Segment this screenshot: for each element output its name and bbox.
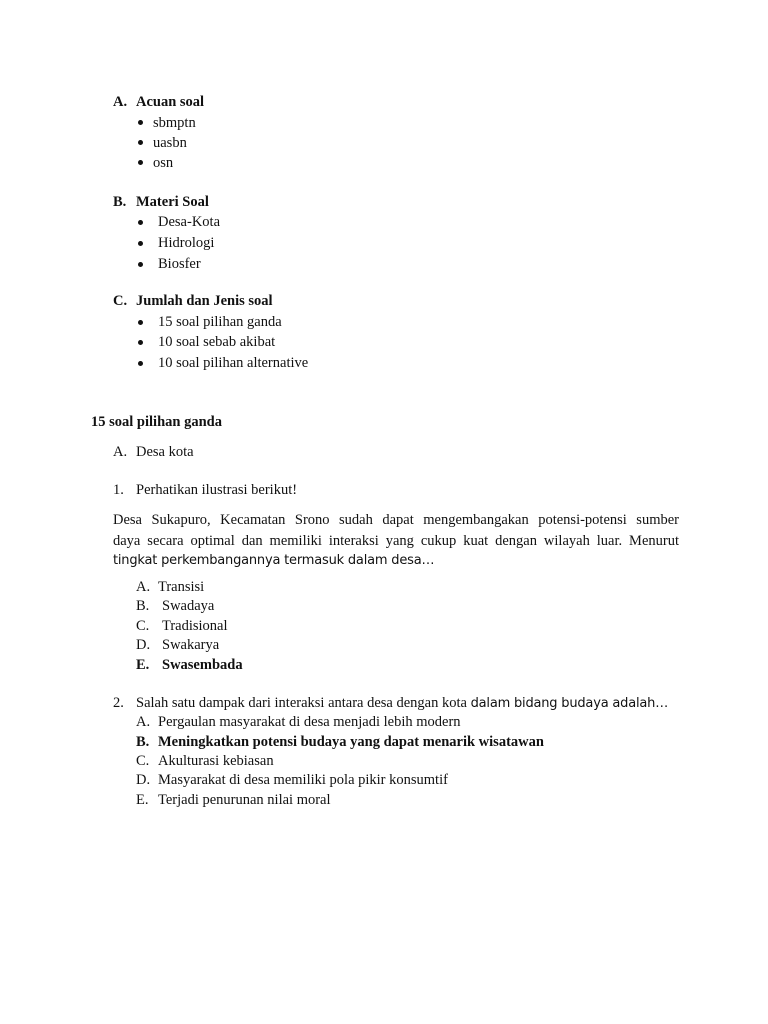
q1-option-text: Swakarya	[162, 637, 220, 653]
section-c-title: Jumlah dan Jenis soal	[136, 293, 273, 309]
q1-paragraph-line: Desa Sukapuro, Kecamatan Srono sudah dapat mengembangakan potensi-potensi sumber	[113, 512, 679, 528]
bullet-icon	[138, 262, 143, 267]
bullet-icon	[138, 140, 143, 145]
q1-option-text: Transisi	[158, 579, 205, 595]
section-c-item: 15 soal pilihan ganda	[158, 314, 282, 330]
q1-option-text-correct: Swasembada	[162, 657, 243, 673]
bullet-icon	[138, 220, 143, 225]
q2-option-text: Terjadi penurunan nilai moral	[158, 792, 331, 808]
q1-option-text: Tradisional	[162, 618, 228, 634]
q2-option-text: Masyarakat di desa memiliki pola pikir konsumtif	[158, 772, 448, 788]
q2-option-letter: C.	[136, 753, 150, 769]
q1-number: 1.	[113, 482, 124, 498]
section-b-title: Materi Soal	[136, 194, 209, 210]
section-b-item: Desa-Kota	[158, 214, 221, 230]
q2-number: 2.	[113, 695, 124, 711]
subsection-title: Desa kota	[136, 444, 194, 460]
bullet-icon	[138, 361, 143, 366]
q1-paragraph-line: daya secara optimal dan memiliki interaksi yang cukup kuat dengan wilayah luar. Menurut	[113, 532, 679, 549]
section-c-item: 10 soal pilihan alternative	[158, 355, 309, 371]
bullet-icon	[138, 340, 143, 345]
section-a-item: osn	[153, 155, 174, 171]
section-c-letter: C.	[113, 293, 128, 309]
bullet-icon	[138, 241, 143, 246]
q1-option-letter: C.	[136, 618, 150, 634]
section-a-title: Acuan soal	[136, 94, 205, 110]
bullet-icon	[138, 120, 143, 125]
section-a-letter: A.	[113, 94, 128, 110]
q2-option-text-correct: Meningkatkan potensi budaya yang dapat menarik wisatawan	[158, 734, 544, 750]
q1-option-letter: E.	[136, 657, 150, 673]
q2-option-letter: A.	[136, 714, 151, 730]
q2-option-letter: D.	[136, 772, 151, 788]
q2-option-letter: B.	[136, 734, 150, 750]
q2-option-text: Pergaulan masyarakat di desa menjadi lebih modern	[158, 714, 461, 730]
q1-option-text: Swadaya	[162, 598, 215, 614]
q2-question-part: Salah satu dampak dari interaksi antara desa dengan kota	[136, 695, 471, 711]
q2-question-part: dalam bidang budaya adalah…	[470, 696, 668, 711]
bullet-icon	[138, 320, 143, 325]
q1-option-letter: D.	[136, 637, 151, 653]
section-a-item: sbmptn	[153, 115, 196, 131]
section-a-item: uasbn	[153, 135, 187, 151]
q1-paragraph	[113, 510, 679, 572]
subsection-letter: A.	[113, 444, 128, 460]
section-b-item: Biosfer	[158, 256, 201, 272]
q1-option-letter: A.	[136, 579, 151, 595]
section-b-item: Hidrologi	[158, 235, 215, 251]
section-b-letter: B.	[113, 194, 127, 210]
q2-question	[136, 694, 668, 713]
page-heading: 15 soal pilihan ganda	[91, 414, 222, 430]
q2-option-letter: E.	[136, 792, 149, 808]
q2-option-text: Akulturasi kebiasan	[158, 753, 274, 769]
section-c-item: 10 soal sebab akibat	[158, 334, 276, 350]
bullet-icon	[138, 160, 143, 165]
q1-prompt: Perhatikan ilustrasi berikut!	[136, 482, 298, 498]
q1-option-letter: B.	[136, 598, 150, 614]
q1-paragraph-line: tingkat perkembangannya termasuk dalam desa…	[113, 553, 435, 568]
